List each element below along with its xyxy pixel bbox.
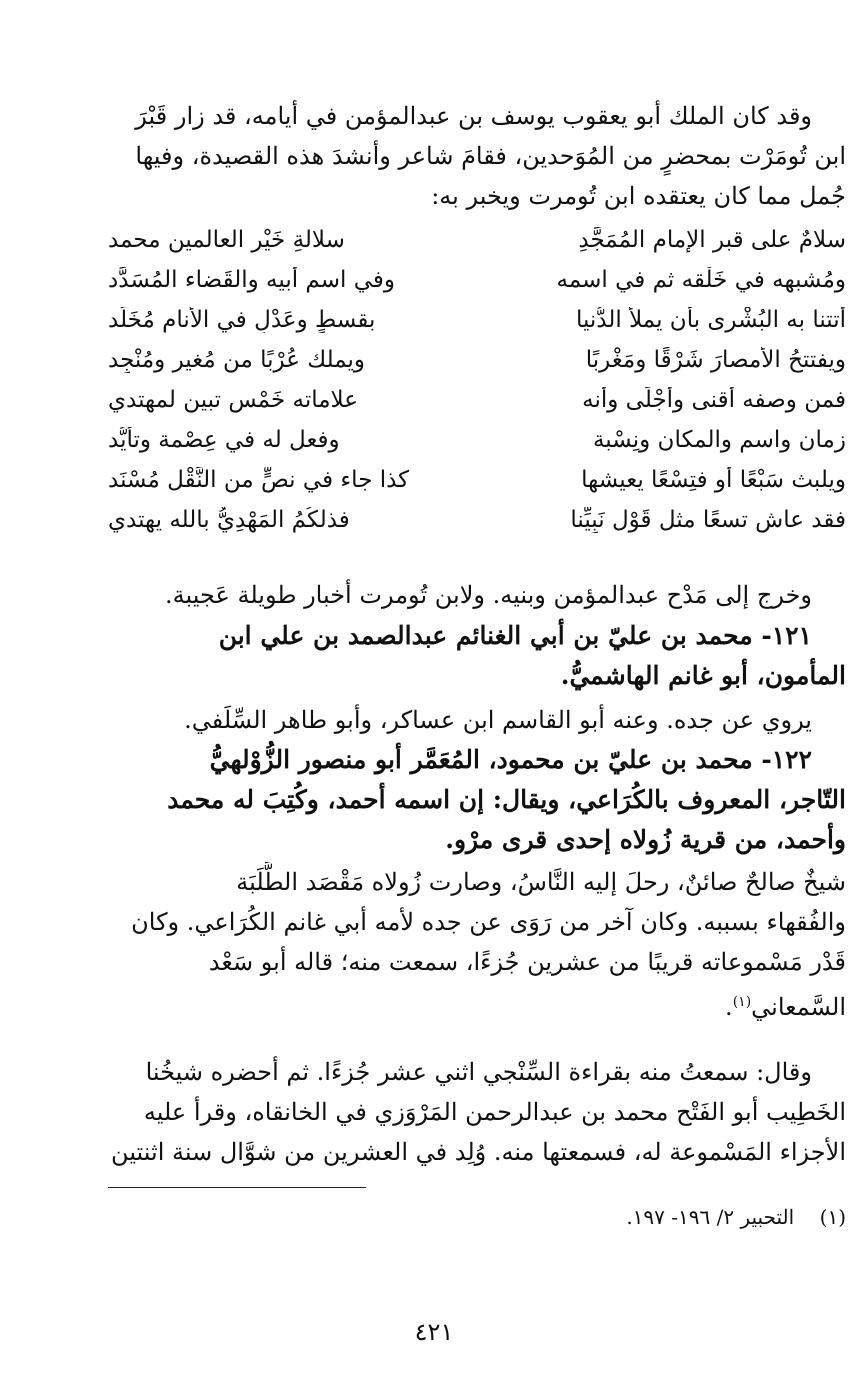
page-number: ٤٢١ xyxy=(414,1318,454,1346)
poem-verse xyxy=(108,460,846,500)
entry-122-body xyxy=(108,862,846,1022)
text-line: وقال: سمعتُ منه بقراءة السِّنْجي اثني عشر جُزءًا. ثم أحضره شيخُنا xyxy=(145,1058,812,1086)
text-line: الخَطِيب أبو الفَتْح محمد بن عبدالرحمن المَرْوَزي في الخانقاه، وقرأ عليه xyxy=(143,1098,846,1126)
text-line: جُمل مما كان يعتقده ابن تُومرت ويخبر به: xyxy=(431,182,846,210)
poem-verse xyxy=(108,300,846,340)
footnote xyxy=(626,1205,846,1229)
entry-122-quote xyxy=(108,1052,846,1172)
text-line: الأجزاء المَسْموعة له، فسمعتها منه. وُلِد في العشرين من شوَّال سنة اثنتين xyxy=(111,1138,846,1166)
footnote-number: (١) xyxy=(819,1205,846,1229)
verse-second-hemistich: سلالةِ خَيْرِ العالمين محمد xyxy=(108,227,345,253)
verse-first-hemistich: فمن وصفه أقنى وأجْلَى وأنه xyxy=(582,387,846,413)
entry-heading-line: ١٢٢- محمد بن عليّ بن محمود، المُعَمَّر أبو منصور الزُّوْلهيُّ xyxy=(209,745,812,774)
verse-second-hemistich: ويملك عُرْبًا من مُغيرٍ ومُنْجِد xyxy=(108,347,366,373)
poem-verse xyxy=(108,380,846,420)
text-line: والفُقهاء بسببه. وكان آخر من رَوَى عن جده لأمه أبي غانم الكُرَاعي. وكان xyxy=(131,908,846,936)
verse-second-hemistich: علاماته خَمْس تبين لمهتدي xyxy=(108,387,358,413)
footnote-reference: (١) xyxy=(732,994,752,1010)
verse-first-hemistich: زمان واسم والمكان ونِسْبة xyxy=(592,427,846,453)
poem xyxy=(108,220,846,540)
verse-first-hemistich: سلامٌ على قبر الإمام المُمَجَّدِ xyxy=(578,227,846,253)
entry-122-heading xyxy=(108,740,846,860)
text-line: وخرج إلى مَدْح عبدالمؤمن وبنيه. ولابن تُومرت أخبار طويلة عَجيبة. xyxy=(165,581,812,609)
text-line: شيخٌ صالحٌ صائنٌ، رحلَ إليه النَّاسُ، وصارت زُولاه مَقْصَد الطَّلَبَة xyxy=(236,868,846,896)
entry-heading-line: التّاجر، المعروف بالكُرَاعي، ويقال: إن اسمه أحمد، وكُتِبَ له محمد xyxy=(167,785,846,814)
footnote-separator xyxy=(108,1187,366,1188)
intro-paragraph xyxy=(108,96,846,216)
entry-heading-line: وأحمد، من قرية زُولاه إحدى قرى مرْو. xyxy=(445,825,846,854)
verse-second-hemistich: كذا جاء في نصٍّ من النَّقْل مُسْنَد xyxy=(108,467,410,493)
poem-verse xyxy=(108,500,846,540)
text-line: ابن تُومَرْت بمحضرٍ من المُوَحدين، فقامَ شاعر وأنشدَ هذه القصيدة، وفيها xyxy=(135,142,846,170)
text-line: قَدْر مَسْموعاته قريبًا من عشرين جُزءًا، سمعت منه؛ قاله أبو سَعْد xyxy=(208,948,846,976)
verse-first-hemistich: ويلبث سَبْعًا أو فتِسْعًا يعيشها xyxy=(581,467,846,493)
text-fragment: السَّمعاني xyxy=(751,993,846,1021)
footnote-text: التحبير ٢/ ١٩٦- ١٩٧. xyxy=(626,1205,795,1229)
verse-first-hemistich: أتتنا به البُشْرى بأن يملأ الدُّنيا xyxy=(575,307,846,333)
verse-second-hemistich: فذلكُمُ المَهْدِيُّ بالله يهتدي xyxy=(108,507,350,533)
verse-first-hemistich: ومُشبهه في خَلْقه ثم في اسمه xyxy=(556,267,846,293)
entry-heading-line: المأمون، أبو غانم الهاشميُّ. xyxy=(560,661,846,690)
entry-heading-line: ١٢١- محمد بن عليّ بن أبي الغنائم عبدالصمد بن علي ابن xyxy=(218,621,812,650)
entry-121-body xyxy=(108,700,846,740)
after-poem-paragraph xyxy=(108,575,846,615)
verse-second-hemistich: وفي اسم أبيه والقَضاء المُسَدَّد xyxy=(108,267,395,293)
verse-first-hemistich: فقد عاش تسعًا مثل قَوْل نَبِيِّنا xyxy=(570,507,846,533)
verse-second-hemistich: بقسطٍ وعَدْلٍ في الأنام مُخَلَّد xyxy=(108,307,376,333)
entry-121-heading xyxy=(108,616,846,696)
verse-first-hemistich: ويفتتحُ الأمصارَ شَرْقًا ومَغْرِبًا xyxy=(585,347,846,373)
poem-verse xyxy=(108,420,846,460)
poem-verse xyxy=(108,260,846,300)
text-line: السَّمعاني$^{(١)}$. xyxy=(725,993,846,1021)
text-line: يروي عن جده. وعنه أبو القاسم ابن عساكر، وأبو طاهر السِّلَفي. xyxy=(184,706,812,734)
poem-verse xyxy=(108,220,846,260)
text-line: وقد كان الملك أبو يعقوب يوسف بن عبدالمؤمن في أيامه، قد زار قَبْرَ xyxy=(135,102,812,130)
poem-verse xyxy=(108,340,846,380)
verse-second-hemistich: وفعل له في عِصْمة وتأيُّد xyxy=(108,427,340,453)
